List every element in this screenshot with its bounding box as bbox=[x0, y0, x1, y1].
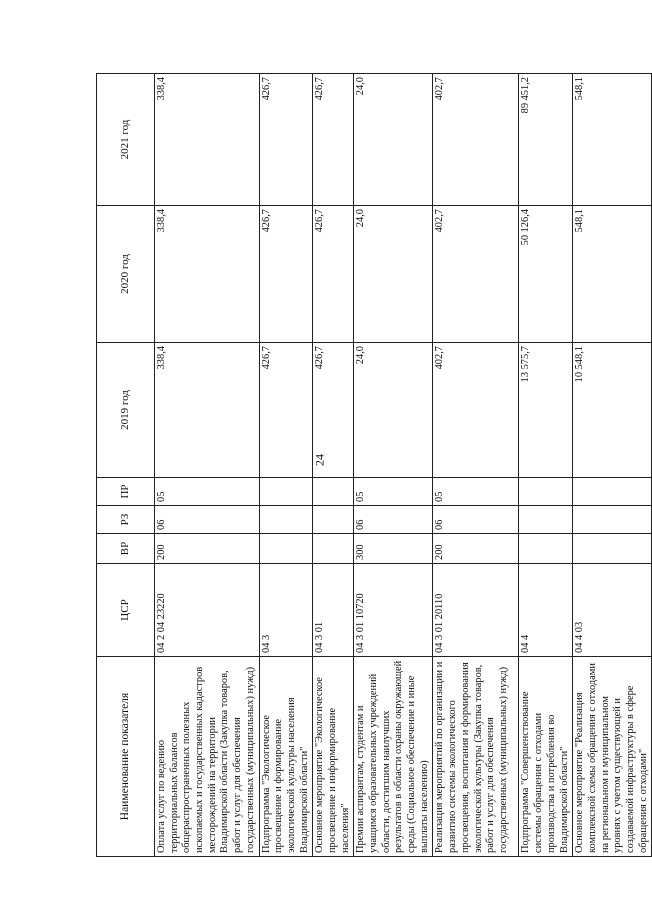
row-vr: 300 bbox=[354, 534, 433, 564]
row-2021: 24,0 bbox=[354, 74, 433, 206]
row-rz bbox=[313, 506, 354, 534]
row-2020: 402,7 bbox=[433, 206, 519, 343]
row-csr: 04 3 01 20110 bbox=[433, 564, 519, 657]
row-pr bbox=[573, 478, 652, 506]
row-csr: 04 2 04 23220 bbox=[155, 564, 260, 657]
row-vr bbox=[573, 534, 652, 564]
table-row bbox=[354, 74, 433, 857]
header-pr: ПР bbox=[97, 478, 155, 506]
table-row bbox=[519, 74, 573, 857]
header-rz: РЗ bbox=[97, 506, 155, 534]
row-name: Подпрограмма "Экологическое просвещение и формирование экологической культуры населения Владимирской области" bbox=[259, 657, 313, 857]
table-row bbox=[313, 74, 354, 857]
row-name: Подпрограмма "Совершенствование системы обращения с отходами производства и потребления во Владимирской области" bbox=[519, 657, 573, 857]
table-rotation-wrapper bbox=[96, 74, 649, 857]
row-name: Оплата услуг по ведению территориальных балансов общераспространенных полезных ископаемых и государственных кадастров месторождений на территории Владимирской области (Закупка товаров, работ и услуг для обеспечения государственных (муниципальных) нужд) bbox=[155, 657, 260, 857]
row-2019: 10 548,1 bbox=[573, 343, 652, 478]
row-pr bbox=[259, 478, 313, 506]
row-vr: 200 bbox=[433, 534, 519, 564]
row-2020: 426,7 bbox=[313, 206, 354, 343]
row-pr bbox=[519, 478, 573, 506]
row-name: Реализация мероприятий по организации и развитию системы экологического просвещения, воспитания и формирования экологической культуры (Закупка товаров, работ и услуг для обеспечения государственных (муниципальных) нужд) bbox=[433, 657, 519, 857]
row-2019: 426,7 bbox=[313, 343, 354, 478]
table-row bbox=[573, 74, 652, 857]
row-rz bbox=[573, 506, 652, 534]
page-number: 24 bbox=[312, 454, 327, 466]
row-rz bbox=[519, 506, 573, 534]
row-csr: 04 4 bbox=[519, 564, 573, 657]
header-name: Наименование показателя bbox=[97, 657, 155, 857]
row-2020: 24,0 bbox=[354, 206, 433, 343]
row-pr bbox=[313, 478, 354, 506]
row-name: Основное мероприятие "Экологическое просвещение и информирование населения" bbox=[313, 657, 354, 857]
row-rz: 06 bbox=[433, 506, 519, 534]
row-pr: 05 bbox=[155, 478, 260, 506]
row-2021: 402,7 bbox=[433, 74, 519, 206]
row-name: Премии аспирантам, студентам и учащимся образовательных учреждений области, достигшим наилучших результатов в области охраны окружающей среды (Социальное обеспечение и иные выплаты населению) bbox=[354, 657, 433, 857]
row-2019: 24,0 bbox=[354, 343, 433, 478]
row-2019: 338,4 bbox=[155, 343, 260, 478]
table-header-row bbox=[97, 74, 155, 857]
row-csr: 04 3 bbox=[259, 564, 313, 657]
row-2020: 548,1 bbox=[573, 206, 652, 343]
row-vr bbox=[259, 534, 313, 564]
budget-table bbox=[96, 73, 652, 857]
header-2019: 2019 год bbox=[97, 343, 155, 478]
row-vr bbox=[519, 534, 573, 564]
row-2021: 426,7 bbox=[259, 74, 313, 206]
header-vr: ВР bbox=[97, 534, 155, 564]
row-csr: 04 3 01 bbox=[313, 564, 354, 657]
table-row bbox=[433, 74, 519, 857]
row-vr: 200 bbox=[155, 534, 260, 564]
row-2019: 402,7 bbox=[433, 343, 519, 478]
row-csr: 04 3 01 10720 bbox=[354, 564, 433, 657]
header-2021: 2021 год bbox=[97, 74, 155, 206]
row-2021: 548,1 bbox=[573, 74, 652, 206]
header-csr: ЦСР bbox=[97, 564, 155, 657]
row-vr bbox=[313, 534, 354, 564]
rotated-table-area bbox=[96, 74, 649, 857]
row-2020: 50 126,4 bbox=[519, 206, 573, 343]
header-2020: 2020 год bbox=[97, 206, 155, 343]
row-2021: 89 451,2 bbox=[519, 74, 573, 206]
row-rz: 06 bbox=[354, 506, 433, 534]
row-csr: 04 4 03 bbox=[573, 564, 652, 657]
row-2021: 426,7 bbox=[313, 74, 354, 206]
table-row bbox=[155, 74, 260, 857]
row-2021: 338,4 bbox=[155, 74, 260, 206]
row-rz: 06 bbox=[155, 506, 260, 534]
row-2019: 426,7 bbox=[259, 343, 313, 478]
row-name: Основное мероприятие "Реализация комплексной схемы обращения с отходами на региональном и муниципальном уровнях с учетом существующей и создаваемой инфраструктуры в сфере обращения с отходами" bbox=[573, 657, 652, 857]
table-row bbox=[259, 74, 313, 857]
row-pr: 05 bbox=[354, 478, 433, 506]
row-2020: 338,4 bbox=[155, 206, 260, 343]
row-2020: 426,7 bbox=[259, 206, 313, 343]
row-pr: 05 bbox=[433, 478, 519, 506]
row-rz bbox=[259, 506, 313, 534]
row-2019: 13 575,7 bbox=[519, 343, 573, 478]
